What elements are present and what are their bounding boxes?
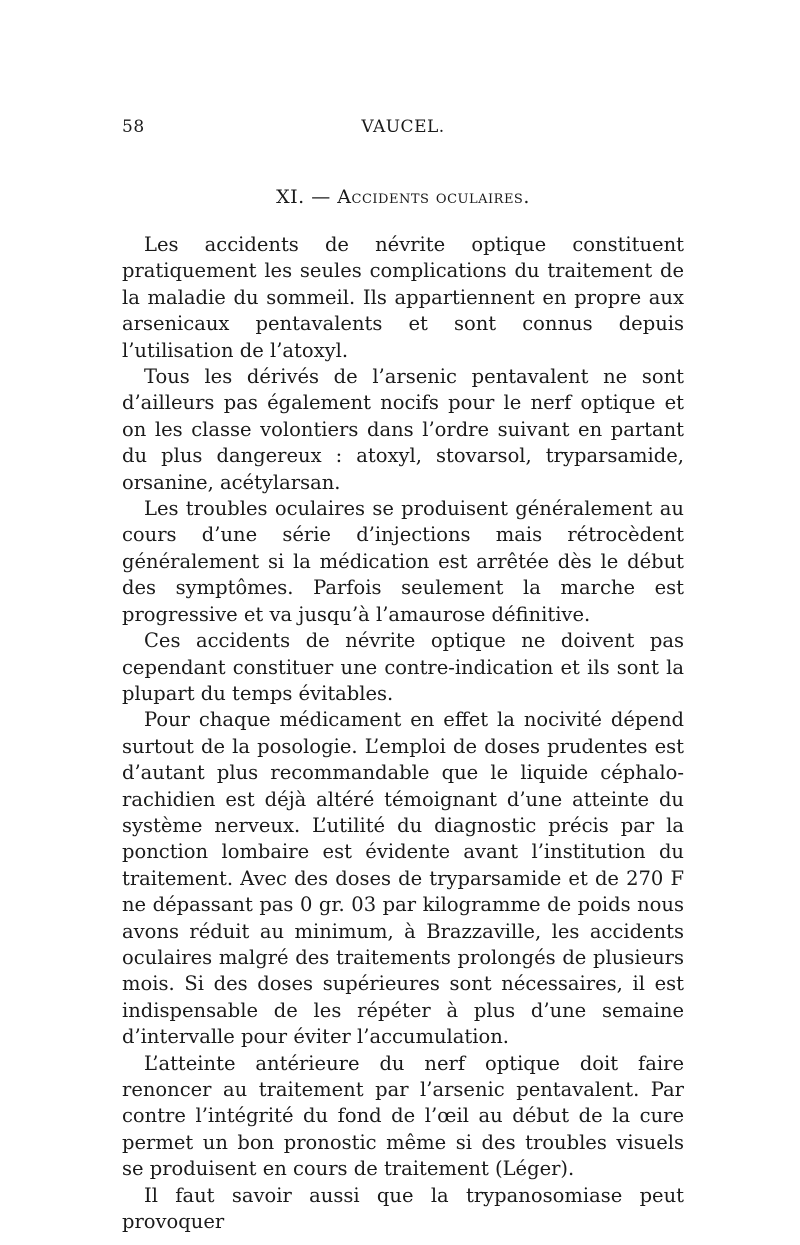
paragraph: Il faut savoir aussi que la trypanosomiase peut provoquer xyxy=(122,1183,684,1234)
page-header xyxy=(122,117,684,143)
paragraph: Tous les dérivés de l’arsenic pentavalent ne sont d’ailleurs pas également nocifs pour le nerf optique et on les classe volontiers dans l’ordre suivant en partant du plus dangereux : atoxyl, stovarsol, tryparsamide, orsanine, acétylarsan. xyxy=(122,365,684,494)
body-text xyxy=(122,232,684,1235)
paragraph: Les troubles oculaires se produisent généralement au cours d’une série d’injections mais rétrocèdent généralement si la médication est arrêtée dès le début des symptômes. Parfois seulement la marche est progressive et va jusqu’à l’amaurose définitive. xyxy=(122,497,684,626)
section-heading xyxy=(122,186,684,208)
section-title: Accidents oculaires. xyxy=(337,186,530,208)
section-number: XI. — xyxy=(276,186,338,208)
paragraph: Les accidents de névrite optique constituent pratiquement les seules complications du traitement de la maladie du sommeil. Ils appartiennent en propre aux arsenicaux pentavalents et sont connus depuis l’utilisation de l’atoxyl. xyxy=(122,233,684,362)
page-number: 58 xyxy=(122,117,145,137)
paragraph: Ces accidents de névrite optique ne doivent pas cependant constituer une contre-indication et ils sont la plupart du temps évitables. xyxy=(122,629,684,705)
paragraph: L’atteinte antérieure du nerf optique doit faire renoncer au traitement par l’arsenic pentavalent. Par contre l’intégrité du fond de l’œil au début de la cure permet un bon pronostic même si des troubles visuels se produisent en cours de traitement (Léger). xyxy=(122,1051,684,1181)
running-head: VAUCEL. xyxy=(361,117,445,137)
paragraph: Pour chaque médicament en effet la nocivité dépend surtout de la posologie. L’emploi de doses prudentes est d’autant plus recommandable que le liquide céphalo-rachidien est déjà altéré témoignant d’une atteinte du système nerveux. L’utilité du diagnostic précis par la ponction lombaire est évidente avant l’institution du traitement. Avec des doses de tryparsamide et de 270 F ne dépassant pas 0 gr. 03 par kilogramme de poids nous avons réduit au minimum, à Brazzaville, les accidents oculaires malgré des traitements prolongés de plusieurs mois. Si des doses supérieures sont nécessaires, il est indispensable de les répéter à plus d’une semaine d’intervalle pour éviter l’accumulation. xyxy=(122,708,684,1049)
